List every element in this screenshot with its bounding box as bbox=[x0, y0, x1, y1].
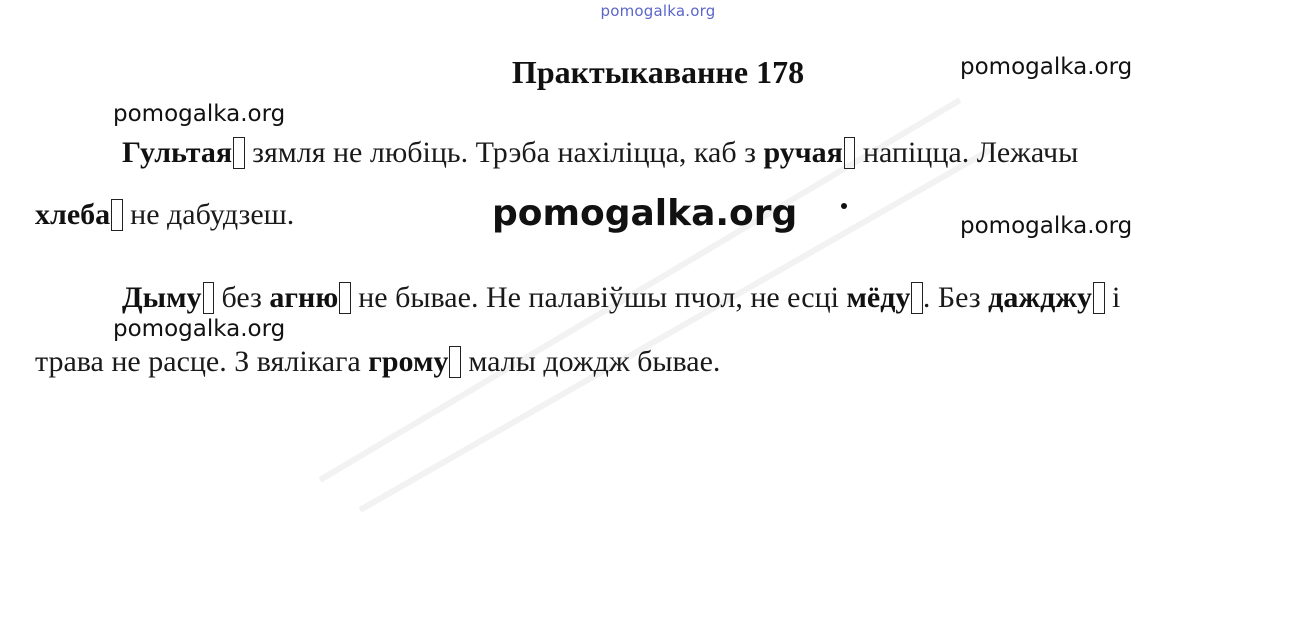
paragraph-1-line-1: Гультая зямля не любіць. Трэба нахіліцца, каб з ручая напіцца. Лежачы bbox=[122, 136, 1079, 169]
highlighted-word: агню bbox=[269, 281, 339, 314]
watermark-right-2: pomogalka.org bbox=[960, 213, 1133, 239]
watermark-left-2: pomogalka.org bbox=[113, 316, 286, 342]
watermark-center: pomogalka.org bbox=[492, 193, 798, 234]
page-title: Практыкаванне 178 bbox=[511, 54, 805, 90]
empty-answer-box bbox=[233, 137, 245, 169]
paragraph-2-line-2: трава не расце. З вялікага грому малы дождж бывае. bbox=[35, 345, 721, 378]
empty-answer-box bbox=[911, 282, 923, 314]
highlighted-word: мёду bbox=[846, 281, 911, 314]
empty-answer-box bbox=[339, 282, 351, 314]
watermark-left-1: pomogalka.org bbox=[113, 101, 286, 127]
empty-answer-box bbox=[1093, 282, 1105, 314]
empty-answer-box bbox=[844, 137, 856, 169]
paragraph-1-line-2: хлеба не дабудзеш. bbox=[35, 198, 295, 231]
highlighted-word: дажджу bbox=[988, 281, 1093, 314]
empty-answer-box bbox=[111, 199, 123, 231]
highlighted-word: хлеба bbox=[35, 198, 111, 231]
watermark-top: pomogalka.org bbox=[600, 2, 716, 20]
watermark-right-1: pomogalka.org bbox=[960, 54, 1133, 80]
highlighted-word: Гультая bbox=[122, 136, 233, 169]
stray-dot bbox=[841, 203, 847, 209]
highlighted-word: грому bbox=[368, 345, 449, 378]
highlighted-word: Дыму bbox=[122, 281, 202, 314]
empty-answer-box bbox=[203, 282, 215, 314]
highlighted-word: ручая bbox=[763, 136, 843, 169]
paragraph-2-line-1: Дыму без агню не бывае. Не палавіўшы пчол, не есці мёду . Без дажджу і bbox=[122, 281, 1121, 314]
empty-answer-box bbox=[449, 346, 461, 378]
